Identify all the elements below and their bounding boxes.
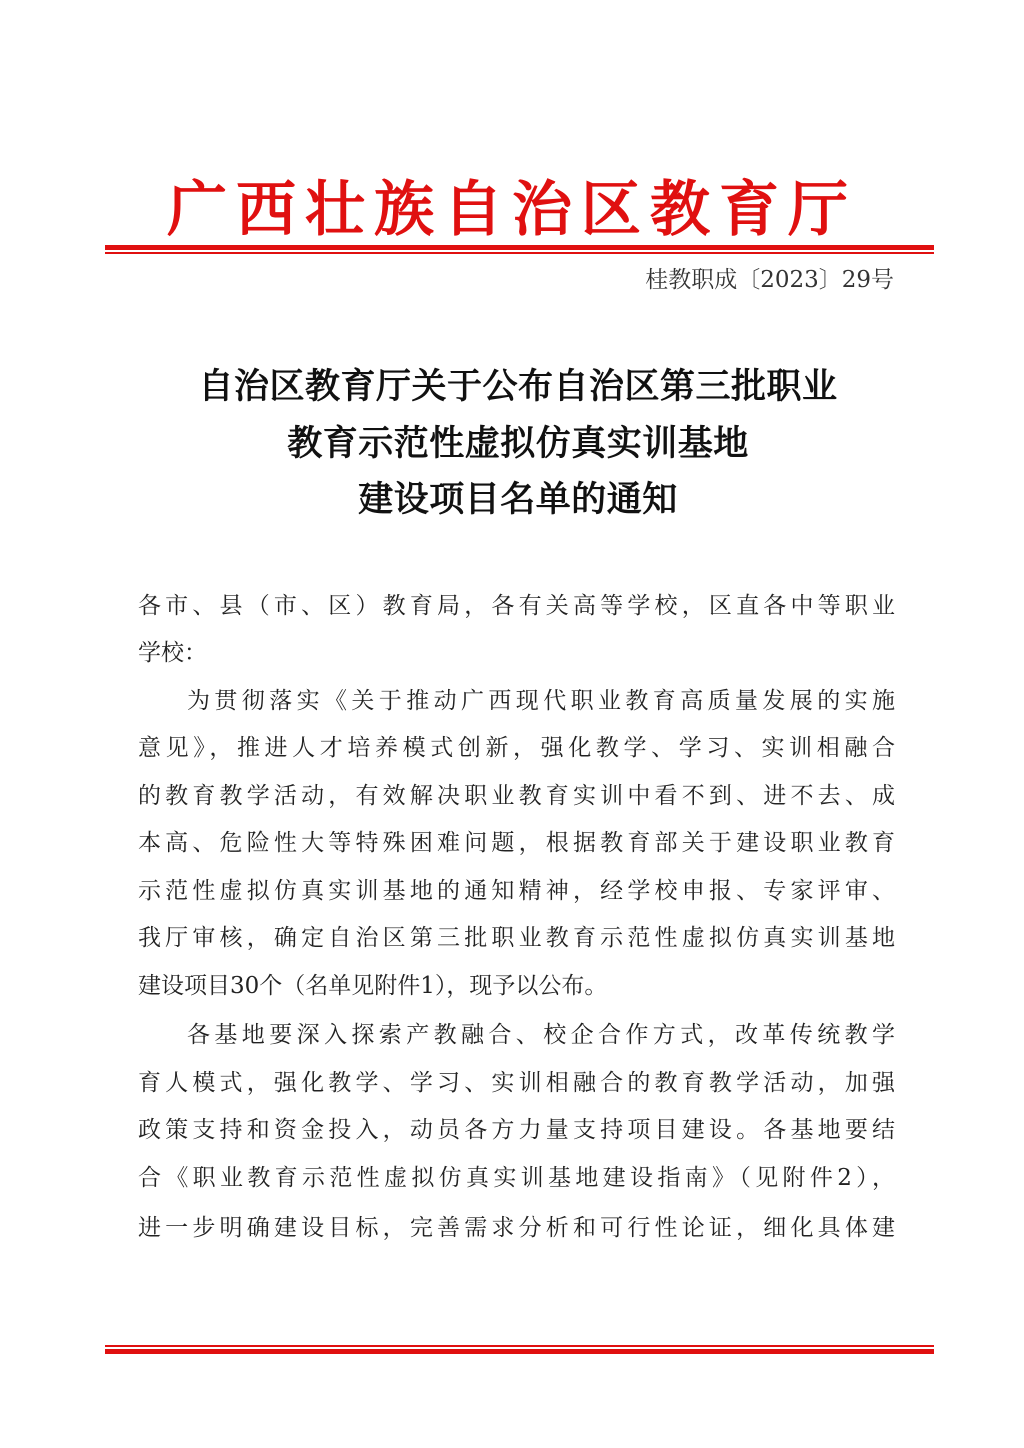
document-title-line: 自治区教育厅关于公布自治区第三批职业 — [198, 366, 838, 407]
document-number: 桂教职成〔2023〕29号 — [645, 267, 894, 293]
body-line: 示范性虚拟仿真实训基地的通知精神，经学校申报、专家评审、 — [138, 878, 895, 904]
body-line: 政策支持和资金投入，动员各方力量支持项目建设。各基地要结 — [138, 1117, 895, 1143]
document-title-line: 建设项目名单的通知 — [358, 479, 678, 520]
body-line: 育人模式，强化教学、学习、实训相融合的教育教学活动，加强 — [138, 1070, 895, 1096]
footer-thick-rule — [105, 1349, 934, 1354]
body-line: 合《职业教育示范性虚拟仿真实训基地建设指南》（见附件2）， — [138, 1165, 895, 1191]
body-line: 各基地要深入探索产教融合、校企合作方式，改革传统教学 — [187, 1022, 895, 1048]
body-line: 各市、县（市、区）教育局，各有关高等学校，区直各中等职业 — [138, 593, 895, 619]
footer-thin-rule — [105, 1345, 934, 1347]
document-title-line: 教育示范性虚拟仿真实训基地 — [287, 423, 749, 464]
header-thick-rule — [105, 245, 934, 250]
header-thin-rule — [105, 252, 934, 254]
body-line: 进一步明确建设目标，完善需求分析和可行性论证，细化具体建 — [138, 1215, 895, 1241]
body-line: 我厅审核，确定自治区第三批职业教育示范性虚拟仿真实训基地 — [138, 925, 895, 951]
issuing-organization-header: 广西壮族自治区教育厅 — [167, 175, 857, 245]
body-line: 的教育教学活动，有效解决职业教育实训中看不到、进不去、成 — [138, 783, 895, 809]
body-line: 学校： — [138, 640, 207, 666]
body-line: 建设项目30个（名单见附件1），现予以公布。 — [138, 973, 608, 999]
body-line: 本高、危险性大等特殊困难问题，根据教育部关于建设职业教育 — [138, 830, 895, 856]
body-line: 意见》，推进人才培养模式创新，强化教学、学习、实训相融合 — [138, 735, 895, 761]
body-line: 为贯彻落实《关于推动广西现代职业教育高质量发展的实施 — [187, 688, 895, 714]
